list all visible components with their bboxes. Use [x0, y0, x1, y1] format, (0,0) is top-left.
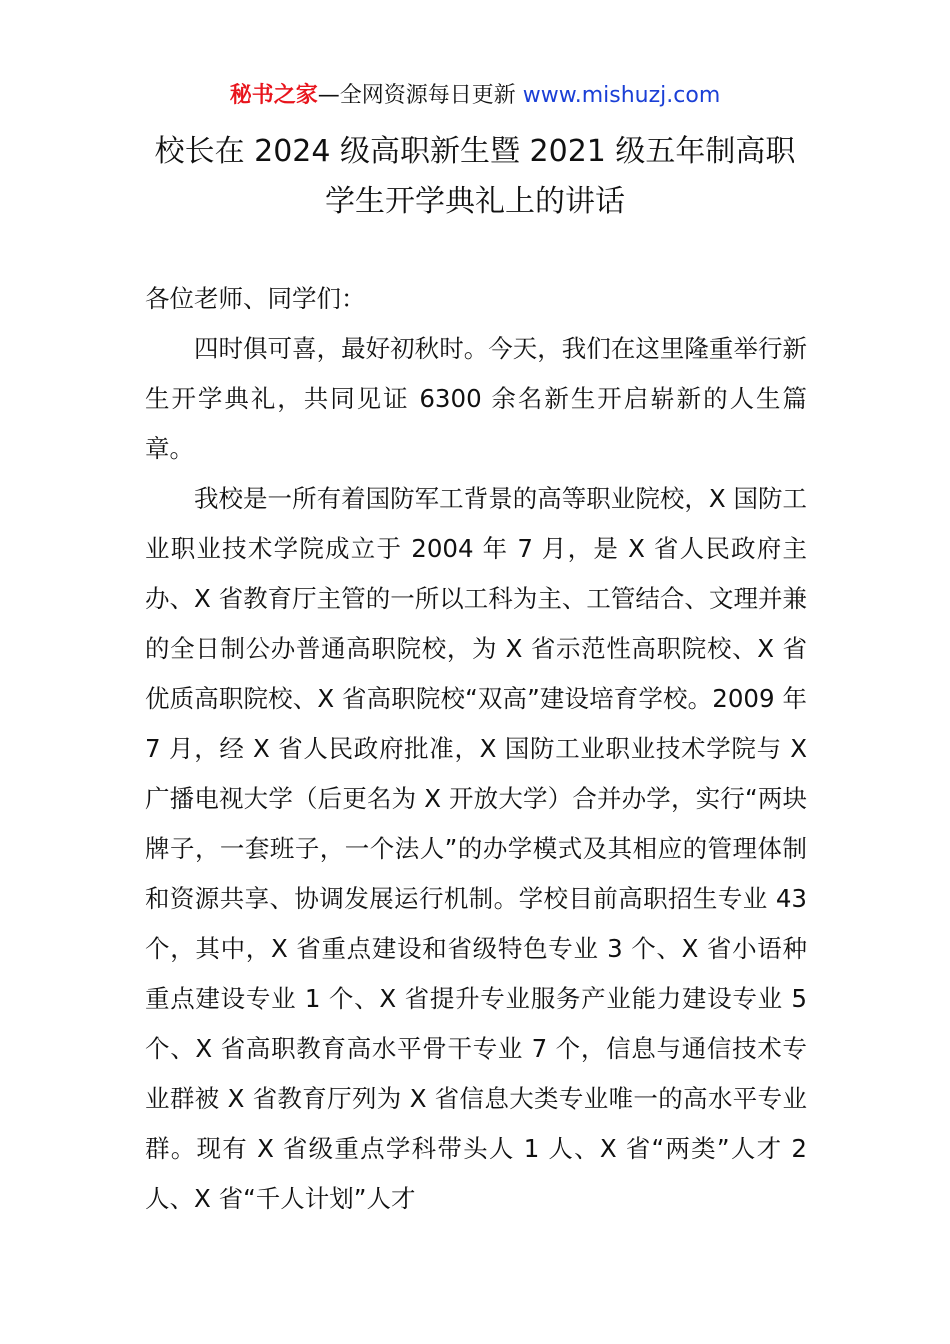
document-title: [0, 127, 950, 227]
site-banner: [0, 80, 950, 112]
title-line-2: 学生开学典礼上的讲话: [325, 184, 625, 219]
salutation: 各位老师、同学们：: [145, 284, 366, 313]
paragraph-1: 四时俱可喜，最好初秋时。今天，我们在这里隆重举行新生开学典礼，共同见证 6300 余名新生开启崭新的人生篇章。: [145, 334, 807, 463]
document-body: [145, 274, 807, 1224]
banner-brand: 秘书之家: [229, 83, 318, 108]
paragraph-2: 我校是一所有着国防军工背景的高等职业院校，X 国防工业职业技术学院成立于 2004 年 7 月，是 X 省人民政府主办、X 省教育厅主管的一所以工科为主、工管结合、文理并兼的全日制公办普通高职院校，为 X 省示范性高职院校、X 省优质高职院校、X 省高职院校“双高”建设培育学校。2009 年 7 月，经 X 省人民政府批准，X 国防工业职业技术学院与 X 广播电视大学（后更名为 X 开放大学）合并办学，实行“两块牌子，一套班子，一个法人”的办学模式及其相应的管理体制和资源共享、协调发展运行机制。学校目前高职招生专业 43 个，其中，X 省重点建设和省级特色专业 3 个、X 省小语种重点建设专业 1 个、X 省提升专业服务产业能力建设专业 5 个、X 省高职教育高水平骨干专业 7 个，信息与通信技术专业群被 X 省教育厅列为 X 省信息大类专业唯一的高水平专业群。现有 X 省级重点学科带头人 1 人、X 省“两类”人才 2 人、X 省“千人计划”人才: [145, 484, 807, 1213]
banner-url-link[interactable]: www.mishuzj.com: [522, 83, 721, 108]
title-line-1: 校长在 2024 级高职新生暨 2021 级五年制高职: [154, 134, 796, 169]
banner-tagline: —全网资源每日更新: [317, 83, 523, 108]
